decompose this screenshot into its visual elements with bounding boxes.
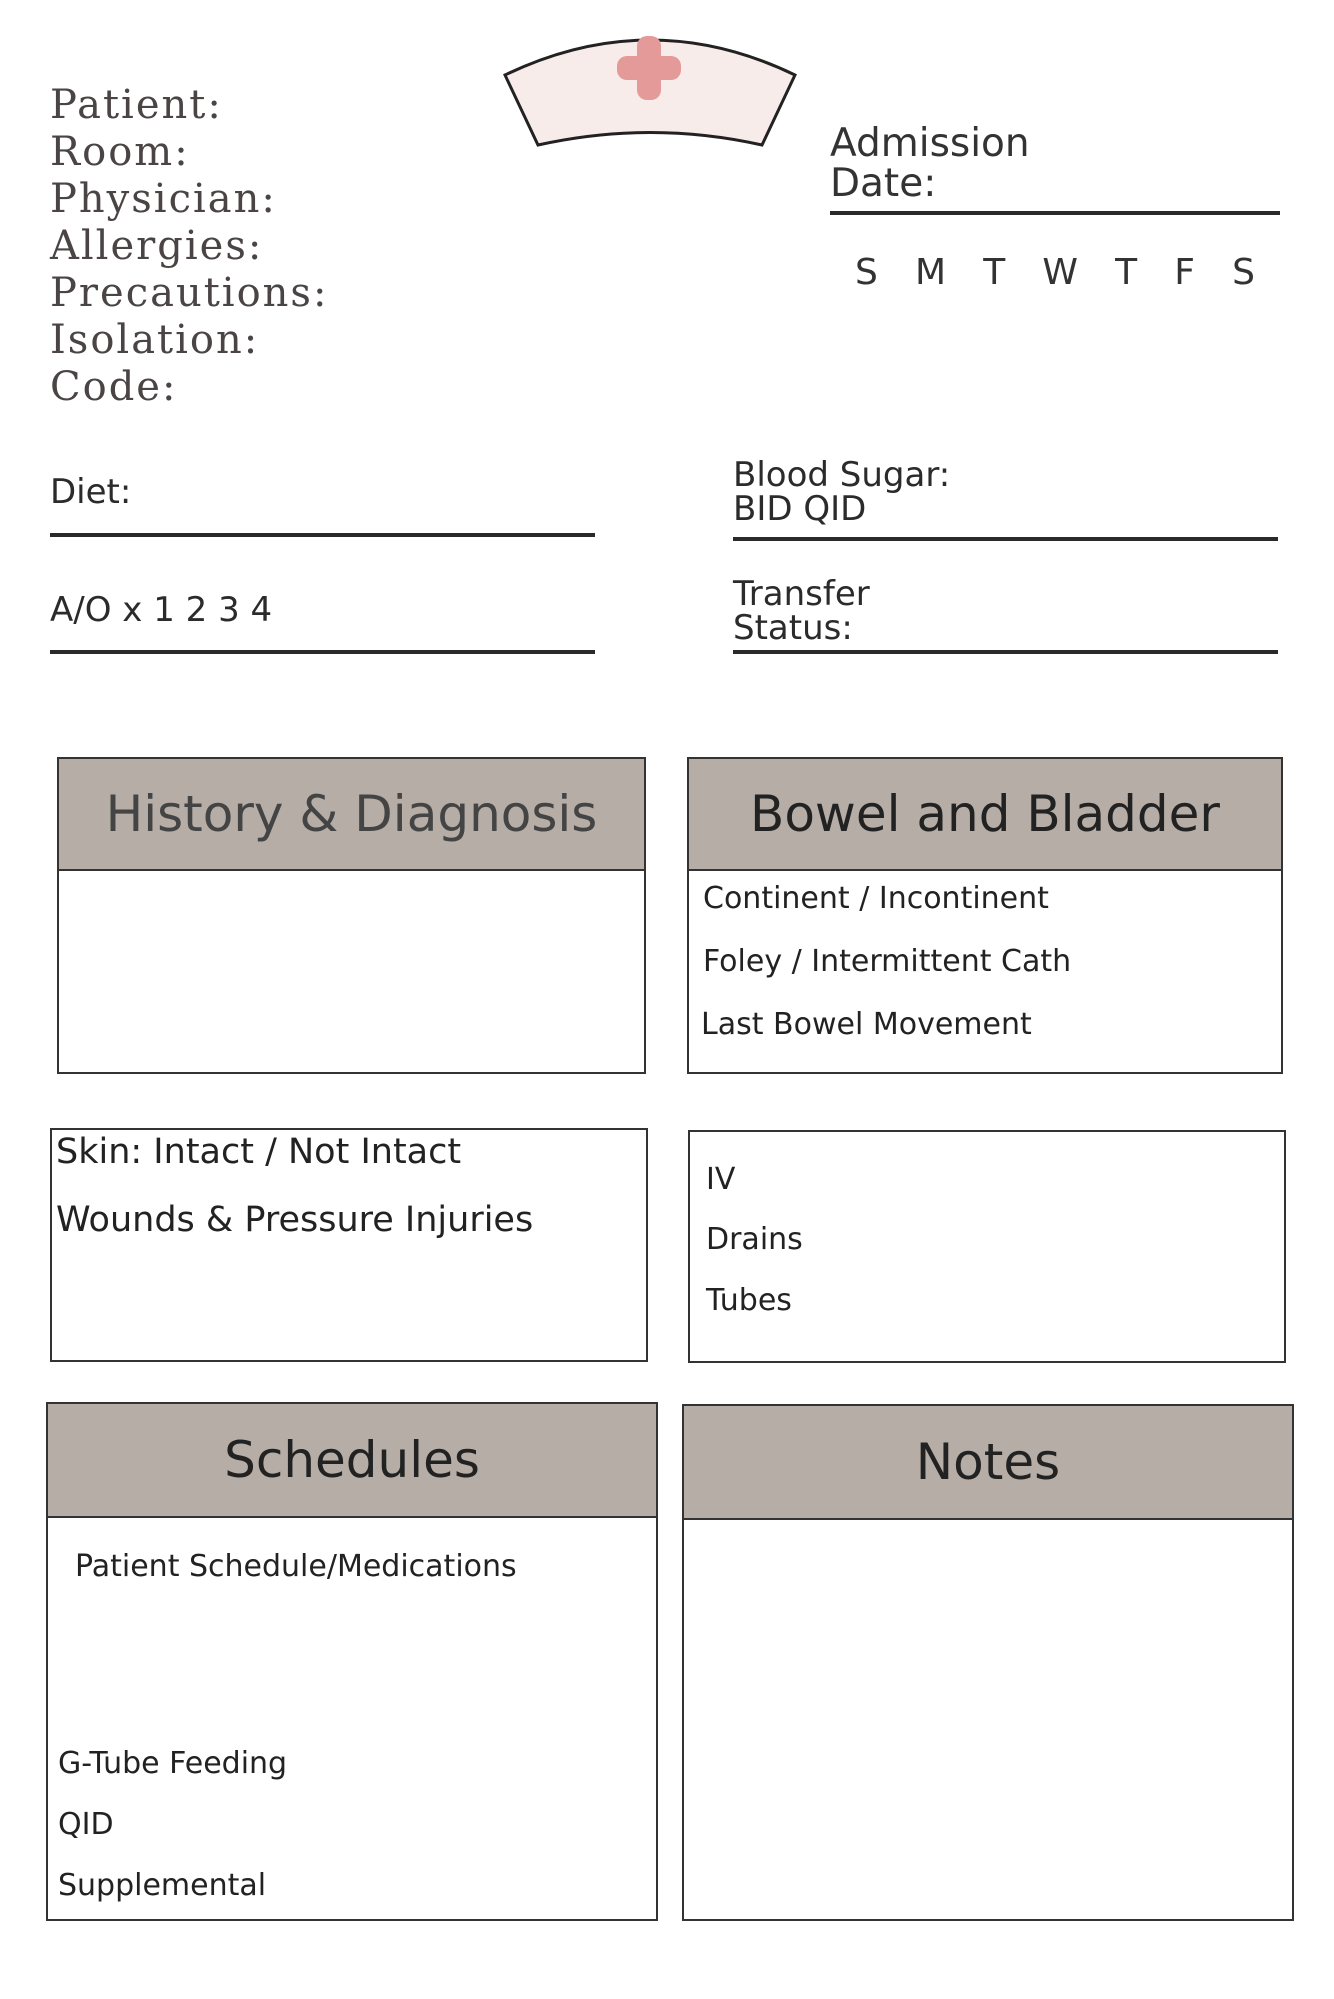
iv-item: IV — [706, 1162, 736, 1197]
precautions-label: Precautions: — [50, 270, 329, 316]
weekday-thursday[interactable]: T — [1115, 252, 1138, 293]
last-bowel-movement-item: Last Bowel Movement — [701, 1007, 1032, 1042]
bowel-bladder-title: Bowel and Bladder — [689, 759, 1281, 871]
schedule-medications-label: Patient Schedule/Medications — [75, 1549, 517, 1584]
tubes-item: Tubes — [706, 1283, 792, 1318]
isolation-label: Isolation: — [50, 317, 260, 363]
catheter-item: Foley / Intermittent Cath — [703, 944, 1072, 979]
transfer-status-label: Transfer Status: — [733, 574, 870, 648]
nurse-cap-icon — [500, 20, 800, 155]
notes-box[interactable] — [682, 1404, 1294, 1921]
patient-label: Patient: — [50, 82, 223, 128]
weekday-selector — [855, 252, 1255, 293]
diet-line[interactable] — [50, 533, 595, 537]
schedules-title: Schedules — [48, 1404, 656, 1518]
weekday-wednesday[interactable]: W — [1042, 252, 1078, 293]
weekday-friday[interactable]: F — [1174, 252, 1195, 293]
supplemental-item: Supplemental — [58, 1868, 267, 1903]
room-label: Room: — [50, 129, 190, 175]
code-label: Code: — [50, 364, 178, 410]
drains-item: Drains — [706, 1222, 803, 1257]
notes-title: Notes — [684, 1406, 1292, 1520]
bowel-bladder-box[interactable] — [687, 757, 1283, 1074]
history-diagnosis-box[interactable] — [57, 757, 646, 1074]
physician-label: Physician: — [50, 176, 277, 222]
weekday-saturday[interactable]: S — [1232, 252, 1255, 293]
orientation-label: A/O x 1 2 3 4 — [50, 590, 273, 630]
allergies-label: Allergies: — [50, 223, 264, 269]
skin-integrity-item: Skin: Intact / Not Intact — [56, 1132, 462, 1172]
blood-sugar-line[interactable] — [733, 537, 1278, 541]
schedules-box[interactable] — [46, 1402, 658, 1921]
continence-item: Continent / Incontinent — [703, 881, 1049, 916]
history-diagnosis-title: History & Diagnosis — [59, 759, 644, 871]
transfer-status-line[interactable] — [733, 650, 1278, 654]
weekday-tuesday[interactable]: T — [983, 252, 1006, 293]
admission-date-label: Admission Date: — [830, 121, 1030, 206]
qid-item: QID — [58, 1807, 114, 1842]
patient-fields — [50, 82, 328, 411]
orientation-line[interactable] — [50, 650, 595, 654]
g-tube-feeding-item: G-Tube Feeding — [58, 1746, 288, 1781]
skin-box[interactable] — [50, 1128, 648, 1362]
weekday-monday[interactable]: M — [915, 252, 947, 293]
admission-date-line[interactable] — [830, 211, 1280, 215]
wounds-item: Wounds & Pressure Injuries — [56, 1200, 534, 1240]
lines-drains-box[interactable] — [688, 1130, 1286, 1363]
weekday-sunday[interactable]: S — [855, 252, 878, 293]
blood-sugar-label: Blood Sugar: BID QID — [733, 455, 951, 529]
diet-label: Diet: — [50, 472, 132, 512]
